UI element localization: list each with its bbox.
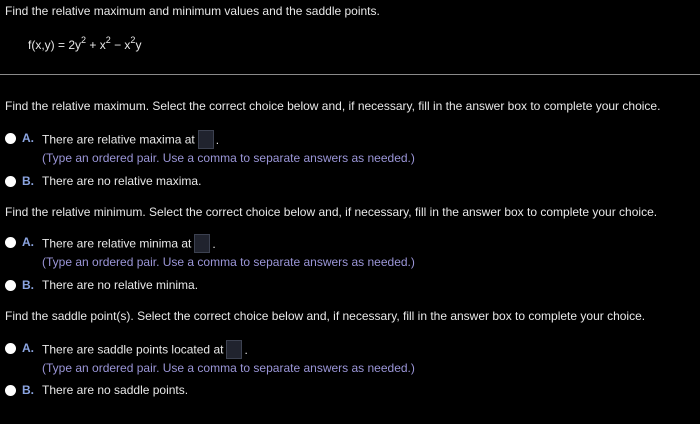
formula-exponent-2: 2: [105, 35, 111, 45]
min-choice-b-radio[interactable]: [5, 280, 16, 291]
max-choice-a-radio[interactable]: [5, 133, 16, 144]
min-choice-a-text: There are relative minima at: [42, 236, 192, 251]
max-choice-b-text: There are no relative maxima.: [42, 174, 202, 188]
min-answer-box[interactable]: [194, 234, 210, 253]
min-choice-b-text: There are no relative minima.: [42, 278, 199, 292]
section-divider: [0, 74, 700, 75]
max-choice-a-hint: (Type an ordered pair. Use a comma to separate answers as needed.): [42, 151, 415, 165]
min-choice-a-letter: A.: [22, 235, 34, 249]
formula-exponent-1: 2: [81, 35, 87, 45]
max-choice-a-period: .: [215, 132, 220, 147]
max-choice-a-text: There are relative maxima at: [42, 132, 195, 147]
max-answer-box[interactable]: [198, 130, 214, 149]
question-prompt: Find the relative maximum and minimum values and the saddle points.: [5, 4, 380, 18]
saddle-choice-a-radio[interactable]: [5, 343, 16, 354]
min-instruction: Find the relative minimum. Select the correct choice below and, if necessary, fill in the answer box to complete your choice.: [5, 205, 658, 219]
saddle-choice-b-text: There are no saddle points.: [42, 383, 189, 397]
max-choice-a-letter: A.: [22, 131, 34, 145]
saddle-answer-box[interactable]: [226, 340, 242, 359]
min-choice-b-letter: B.: [22, 278, 34, 292]
max-choice-b-radio[interactable]: [5, 176, 16, 187]
formula-tail: y: [135, 38, 142, 52]
saddle-choice-a-period: .: [244, 342, 248, 357]
formula-term-2: + x: [86, 38, 106, 52]
saddle-choice-a-hint: (Type an ordered pair. Use a comma to separate answers as needed.): [42, 361, 415, 375]
formula-lhs: f(x,y) = 2y: [28, 38, 82, 52]
formula-exponent-3: 2: [130, 35, 136, 45]
max-choice-b-letter: B.: [22, 174, 34, 188]
saddle-choice-a-text: There are saddle points located at: [42, 342, 224, 357]
formula-term-3: − x: [110, 38, 131, 52]
max-choice-a: [42, 131, 219, 150]
saddle-choice-b-radio[interactable]: [5, 385, 16, 396]
function-formula: [28, 36, 141, 52]
min-choice-a-hint: (Type an ordered pair. Use a comma to separate answers as needed.): [42, 255, 415, 269]
saddle-choice-b-letter: B.: [22, 383, 34, 397]
saddle-instruction: Find the saddle point(s). Select the correct choice below and, if necessary, fill in the answer box to complete your choice.: [5, 309, 646, 323]
saddle-choice-a-letter: A.: [22, 341, 34, 355]
min-choice-a-radio[interactable]: [5, 237, 16, 248]
min-choice-a-period: .: [212, 236, 216, 251]
min-choice-a: [42, 235, 216, 254]
max-instruction: Find the relative maximum. Select the correct choice below and, if necessary, fill in the answer box to complete your choice.: [5, 99, 661, 113]
saddle-choice-a: [42, 341, 248, 360]
